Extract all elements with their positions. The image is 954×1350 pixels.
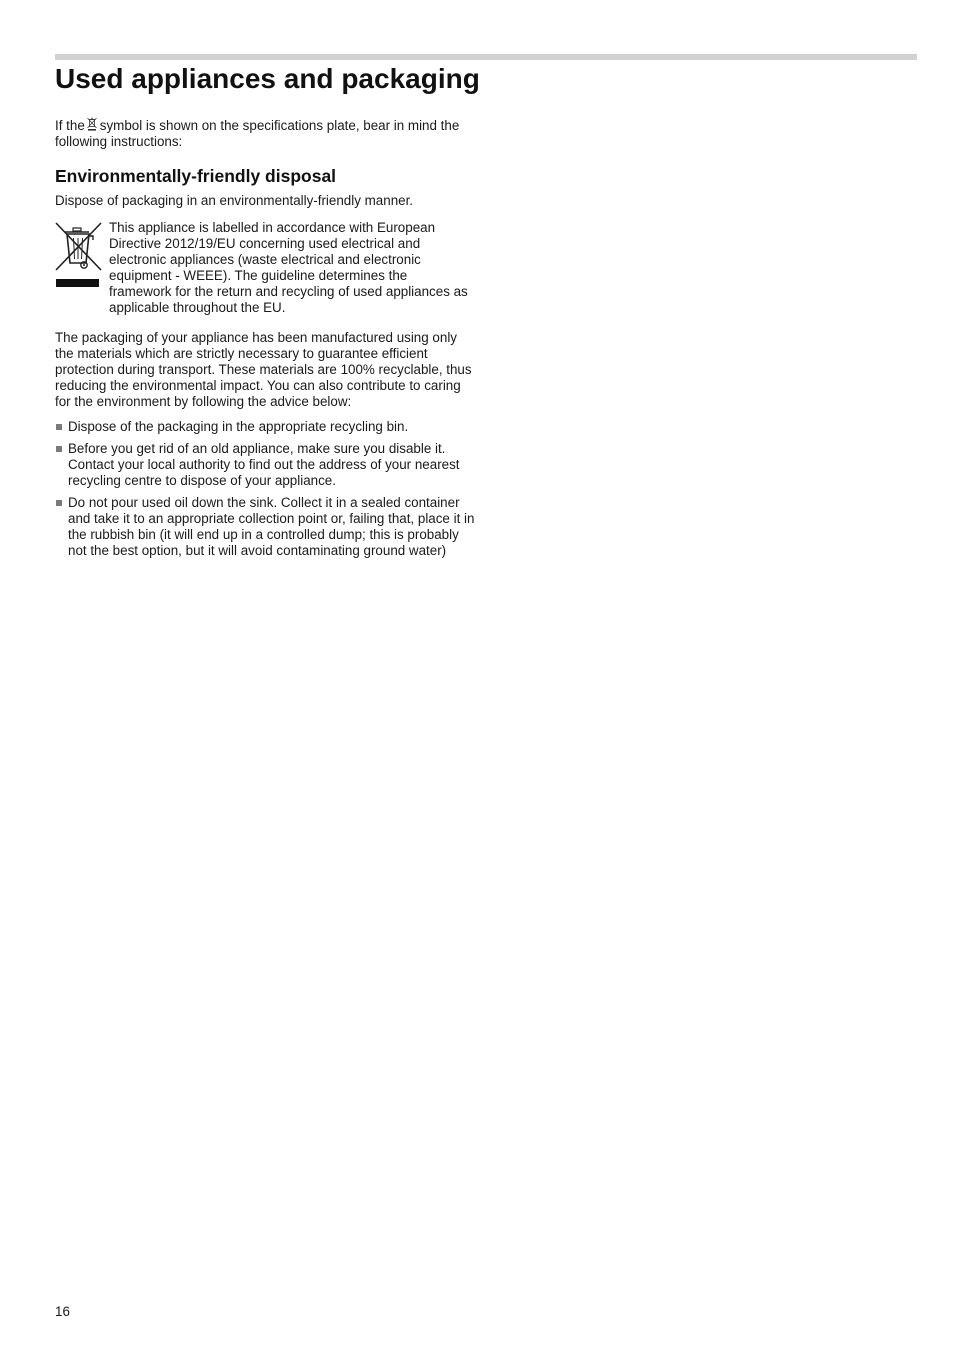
weee-text: This appliance is labelled in accordance with European Directive 2012/19/EU concerning used electrical and electronic appliances (waste electrical and electronic equipment - WEEE). The guideline determines the framework for the return and recycling of used appliances as applicable throughout the EU. — [109, 220, 468, 315]
content-column — [55, 117, 475, 565]
intro-text-before: If the — [55, 118, 85, 133]
list-item — [55, 419, 475, 435]
list-item-text: Before you get rid of an old appliance, make sure you disable it. Contact your local authority to find out the address of your nearest recycling centre to dispose of your appliance. — [68, 441, 460, 488]
disposal-lead: Dispose of packaging in an environmentally-friendly manner. — [55, 193, 414, 208]
advice-list — [55, 419, 475, 559]
header-rule — [55, 54, 917, 60]
list-item-text: Do not pour used oil down the sink. Collect it in a sealed container and take it to an appropriate collection point or, failing that, place it in the rubbish bin (it will end up in a controlled dump; this is probably not the best option, but it will avoid contaminating ground water) — [68, 495, 475, 558]
list-item — [55, 495, 475, 559]
square-bullet-icon — [56, 500, 62, 506]
weee-crossed-out-wheelie-bin-icon — [55, 222, 103, 292]
weee-notice — [55, 220, 475, 316]
intro-text-after: symbol is shown on the specifications plate, bear in mind the following instructions: — [55, 118, 460, 149]
page-title: Used appliances and packaging — [55, 63, 480, 94]
square-bullet-icon — [56, 446, 62, 452]
page-number: 16 — [55, 1304, 70, 1319]
square-bullet-icon — [56, 424, 62, 430]
crossed-out-bin-icon — [87, 117, 97, 131]
section-heading: Environmentally-friendly disposal — [55, 166, 337, 186]
intro-paragraph — [55, 117, 475, 150]
list-item-text: Dispose of the packaging in the appropriate recycling bin. — [68, 419, 409, 434]
packaging-paragraph: The packaging of your appliance has been manufactured using only the materials which are strictly necessary to guarantee efficient protection during transport. These materials are 100% recyclable, thus reducing the environmental impact. You can also contribute to caring for the environment by following the advice below: — [55, 330, 472, 409]
list-item — [55, 441, 475, 489]
